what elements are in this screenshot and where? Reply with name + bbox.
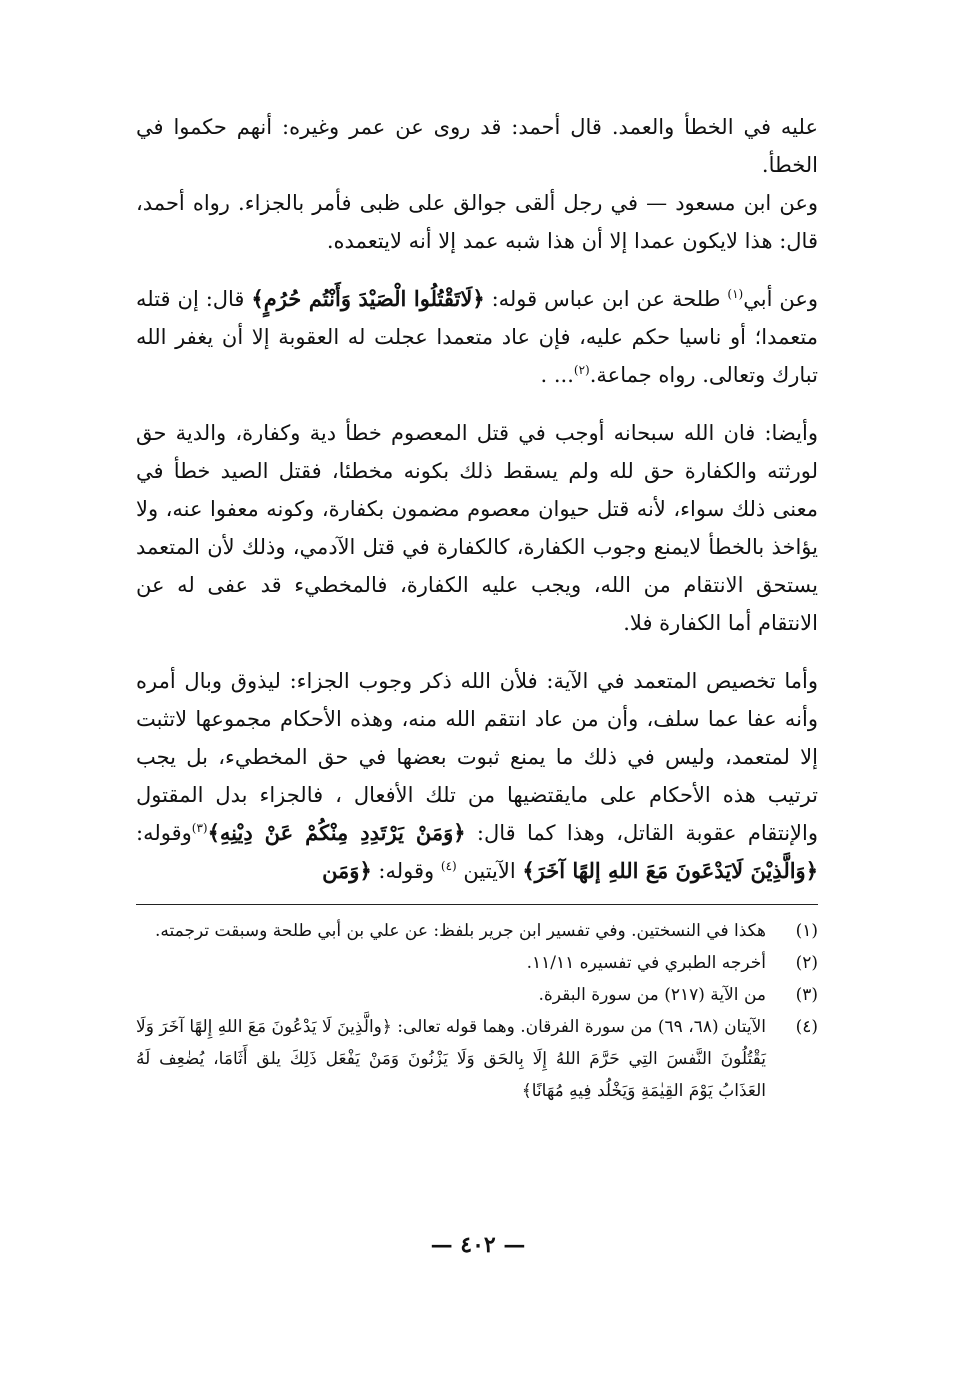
- paragraph-3-text-b: طلحة عن ابن عباس قوله:: [484, 287, 728, 311]
- footnote-ref-3: (٣): [191, 821, 208, 835]
- footnote-number: (٢): [795, 953, 818, 973]
- paragraph-4: وأيضا: فان الله سبحانه أوجب في قتل المعصوم خطأ دية وكفارة، والدية حق لورثته والكفارة حق لله ولم يسقط ذلك بكونه مخطئا، فقتل الصيد خطأ في معنى ذلك سواء، لأنه قتل حيوان معصوم مضمون بكفارة، وكونه معفوا عنه، ولا يؤاخذ بالخطأ لايمنع وجوب الكفارة، كالكفارة في قتل الآدمي، وذلك لأن المتعمد يستحق الانتقام من الله، ويجب عليه الكفارة، فالمخطيء قد عفى له عن الانتقام أما الكفارة فلا.: [136, 421, 818, 635]
- footnote-ref-1: (١): [727, 287, 744, 301]
- footnote-number: (٤): [795, 1017, 818, 1037]
- footnote-4: [136, 1011, 818, 1107]
- footnote-text: هكذا في النسختين. وفي تفسير ابن جرير بلفظ: عن علي بن أبي طلحة وسبقت ترجمته.: [155, 921, 766, 941]
- quran-verse-3: ﴿وَالَّذِيْنَ لَايَدْعَونَ مَعَ اللهِ إلهًا آخَرَ﴾: [522, 858, 818, 883]
- quran-verse-4: ﴿وَمَن: [322, 858, 372, 883]
- paragraph-3-text-c: قال: إن قتله متعمدا؛ أو ناسيا حكم عليه، فإن عاد متعمدا عجلت له العقوبة إلا أن يغفر الله تبارك وتعالى. رواه جماعة.: [136, 287, 819, 387]
- footnote-ref-2: (٢): [573, 363, 590, 377]
- paragraph-3-text-a: وعن أبي: [743, 287, 819, 311]
- paragraph-1: عليه في الخطأ والعمد. قال أحمد: قد روى عن عمر وغيره: أنهم حكموا في الخطأ.: [136, 115, 818, 177]
- paragraph-5-text-b: وقوله:: [136, 821, 192, 845]
- page-number: — ٤٠٢ —: [430, 1232, 526, 1258]
- quran-verse-1: ﴿لَاتَقْتُلُوا الْصَيْدَ وَأَنْتُم حُرُمٍ﴾: [251, 286, 485, 311]
- paragraph-5-text-c: الآيتين: [456, 859, 523, 883]
- footnote-number: (١): [795, 921, 818, 941]
- footnote-1: [136, 915, 818, 947]
- paragraph-3-text-d: ... .: [540, 363, 574, 387]
- footnote-2: [136, 947, 818, 979]
- footnote-divider: [136, 904, 818, 905]
- footnotes: [136, 915, 818, 1107]
- footnote-number: (٣): [795, 985, 818, 1005]
- quran-verse-2: ﴿وَمَنْ يَرْتَدِدِ مِنْكُمْ عَنْ دِيْنِهِ﴾: [207, 820, 466, 845]
- paragraph-5-text-a: وأما تخصيص المتعمد في الآية: فلأن الله ذكر وجوب الجزاء: ليذوق وبال أمره وأنه عفا عما سلف، وأن من عاد انتقم الله منه، وهذه الأحكام مجموعها لاتثبت إلا لمتعمد، وليس في ذلك ما يمنع ثبوت بعضها في حق المخطيء، بل يجب ترتيب هذه الأحكام على مايقتضيها من تلك الأفعال ، فالجزاء بدل المقتول والإنتقام عقوبة القاتل، وهذا كما قال:: [136, 669, 818, 845]
- footnote-text: من الآية (٢١٧) من سورة البقرة.: [538, 985, 766, 1005]
- paragraph-3: [136, 280, 818, 394]
- footnote-text: أخرجه الطبري في تفسيره ١١/١١.: [526, 953, 766, 973]
- footnote-ref-4: (٤): [440, 859, 457, 873]
- paragraph-2: وعن ابن مسعود — في رجل ألقى جوالق على ظبى فأمر بالجزاء. رواه أحمد، قال: هذا لايكون عمدا إلا أن هذا شبه عمد إلا أنه لايتعمده.: [136, 191, 818, 253]
- footnote-3: [136, 979, 818, 1011]
- paragraph-5-text-d: وقوله:: [371, 859, 441, 883]
- paragraph-5: [136, 662, 818, 890]
- footnote-text: الآيتان (٦٨، ٦٩) من سورة الفرقان. وهما قوله تعالى: ﴿والَّذِينَ لَا يَدْعُونَ مَعَ اللهِ إِلهًا آخَرَ وَلَا يَقْتُلُونَ النَّفسَ التِي حَرَّمَ اللهُ إِلَا بِالحَق وَلَا يَزْنُونَ وَمَنْ يَفْعَل ذَلِكَ يلق أَثَامَا، يُضٰعِف لَهُ العَذَابُ يَوْمَ القِيٰمَةِ وَيَخْلُد فِيهِ مُهَانًا﴾: [136, 1017, 767, 1101]
